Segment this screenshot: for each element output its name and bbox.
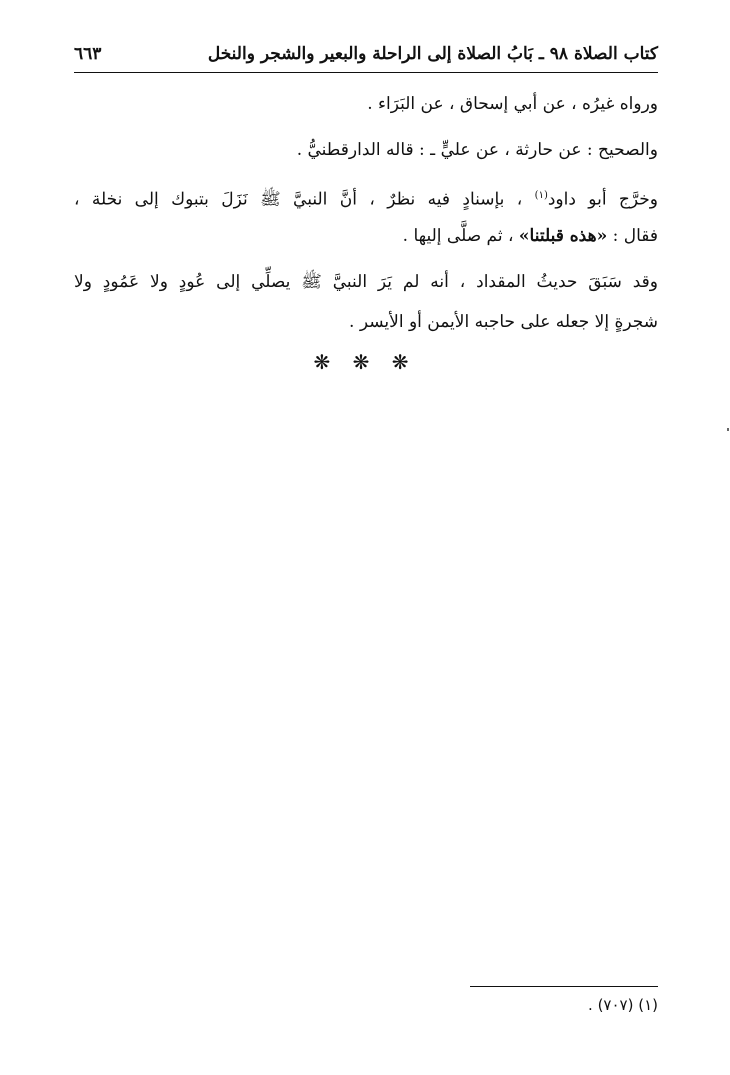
- paragraph-3-line-1: [74, 176, 658, 216]
- paragraph-3-line-2: [74, 216, 658, 256]
- paragraph-3-text-before-ref: وخرَّج أبو داود: [547, 189, 658, 210]
- paragraph-2-line-1: والصحيح : عن حارثة ، عن عليٍّ ـ : قاله الدارقطنيُّ .: [296, 140, 658, 160]
- paragraph-3-text-before-quote: فقال :: [612, 226, 658, 246]
- hadith-quote: «هذه قبلتنا»: [518, 226, 608, 246]
- scan-speck: [727, 428, 729, 431]
- section-separator-stars: ❋ ❋ ❋: [313, 350, 417, 374]
- body-text: [74, 84, 658, 342]
- running-header: [74, 40, 658, 70]
- paragraph-3-text-after-ref: ، بإسنادٍ فيه نظرٌ ، أنَّ النبيَّ ﷺ نَزَلَ بتبوك إلى نخلة ،: [74, 189, 523, 210]
- page-number: ٦٦٣: [74, 44, 102, 64]
- footnote-rule: [470, 986, 658, 987]
- footnote-reference[interactable]: (١): [534, 190, 548, 201]
- header-rule: [74, 72, 658, 73]
- paragraph-4-line-1: وقد سَبَقَ حديثُ المقداد ، أنه لم يَرَ النبيَّ ﷺ يصلِّي إلى عُودٍ ولا عَمُودٍ ولا: [74, 272, 658, 292]
- footnote: (١) (٧٠٧) .: [588, 996, 658, 1014]
- paragraph-3-text-after-quote: ، ثم صلَّى إليها .: [402, 226, 514, 246]
- paragraph-4-line-2: شجرةٍ إلا جعله على حاجبه الأيمن أو الأيسر .: [349, 312, 658, 332]
- paragraph-1-line-1: ورواه غيرُه ، عن أبي إسحاق ، عن البَرَاء .: [367, 94, 658, 114]
- header-title: كتاب الصلاة ٩٨ ـ بَابُ الصلاة إلى الراحلة والبعير والشجر والنخل: [207, 44, 658, 64]
